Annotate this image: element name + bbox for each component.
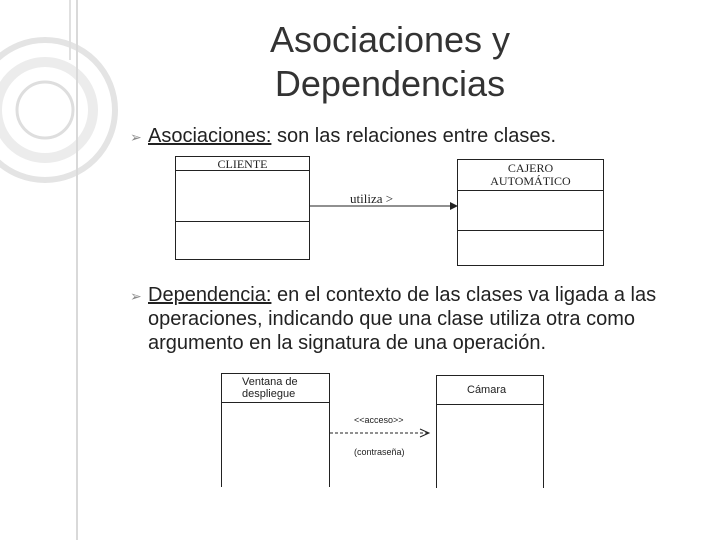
bullet-text: en el contexto de las clases va ligada a las operaciones, indicando que una clase utiliza otra como argumento en la signatura de una operación. — [148, 284, 657, 354]
class-name-line-2: despliegue — [242, 388, 296, 400]
decorative-rings — [0, 0, 160, 200]
bullet-asociaciones — [130, 124, 688, 148]
dependency-stereotype: <<acceso>> — [354, 415, 404, 425]
class-ventana-despliegue — [221, 373, 330, 487]
title-line-1: Asociaciones y — [269, 19, 511, 60]
dependency-argument: (contraseña) — [354, 447, 405, 457]
bullet-term: Dependencia: — [148, 284, 272, 306]
left-divider — [76, 0, 78, 540]
class-name-line-1: Ventana de — [242, 376, 298, 388]
title-line-2: Dependencias — [274, 63, 506, 104]
bullet-icon: ➢ — [130, 129, 142, 145]
class-name: CLIENTE — [217, 157, 268, 171]
class-camara — [436, 375, 544, 488]
bullet-text: son las relaciones entre clases. — [271, 125, 556, 147]
bullet-icon: ➢ — [130, 288, 142, 304]
bullet-dependencia — [130, 283, 708, 355]
class-name: Cámara — [467, 384, 507, 396]
bullet-term: Asociaciones: — [148, 125, 272, 147]
class-cliente — [175, 156, 310, 260]
slide-title — [180, 18, 600, 106]
class-name-line-2: AUTOMÁTICO — [490, 174, 571, 188]
class-name-line-1: CAJERO — [507, 161, 554, 175]
class-cajero-automatico — [457, 159, 604, 266]
association-label: utiliza > — [350, 191, 394, 206]
